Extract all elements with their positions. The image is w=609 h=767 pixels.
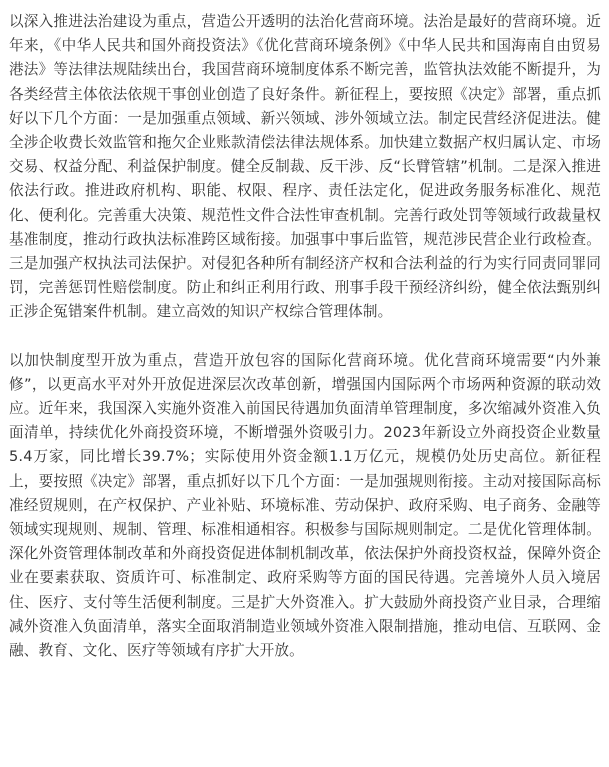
article-body [9, 10, 601, 663]
paragraph-institutional-opening: 以加快制度型开放为重点，营造开放包容的国际化营商环境。优化营商环境需要“内外兼修”，以更高水平对外开放促进深层次改革创新，增强国内国际两个市场两种资源的联动效应。近年来，我国深入实施外资准入前国民待遇加负面清单管理制度，多次缩减外资准入负面清单，持续优化外商投资环境，不断增强外资吸引力。2023年新设立外商投资企业数量5.4万家，同比增长39.7%；实际使用外资金额1.1万亿元，规模仍处历史高位。新征程上，要按照《决定》部署，重点抓好以下几个方面：一是加强规则衔接。主动对接国际高标准经贸规则，在产权保护、产业补贴、环境标准、劳动保护、政府采购、电子商务、金融等领域实现规则、规制、管理、标准相通相容。积极参与国际规则制定。二是优化管理体制。深化外资管理体制改革和外商投资促进体制机制改革，依法保护外商投资权益，保障外资企业在要素获取、资质许可、标准制定、政府采购等方面的国民待遇。完善境外人员入境居住、医疗、支付等生活便利制度。三是扩大外资准入。扩大鼓励外商投资产业目录，合理缩减外资准入负面清单，落实全面取消制造业领域外资准入限制措施，推动电信、互联网、金融、教育、文化、医疗等领域有序扩大开放。 [9, 351, 601, 660]
paragraph-rule-of-law: 以深入推进法治建设为重点，营造公开透明的法治化营商环境。法治是最好的营商环境。近年来，《中华人民共和国外商投资法》《优化营商环境条例》《中华人民共和国海南自由贸易港法》等法律法规陆续出台，我国营商环境制度体系不断完善，监管执法效能不断提升，为各类经营主体依法依规干事创业创造了良好条件。新征程上，要按照《决定》部署，重点抓好以下几个方面：一是加强重点领域、新兴领域、涉外领域立法。制定民营经济促进法。健全涉企收费长效监管和拖欠企业账款清偿法律法规体系。加快建立数据产权归属认定、市场交易、权益分配、利益保护制度。健全反制裁、反干涉、反“长臂管辖”机制。二是深入推进依法行政。推进政府机构、职能、权限、程序、责任法定化，促进政务服务标准化、规范化、便利化。完善重大决策、规范性文件合法性审查机制。完善行政处罚等领域行政裁量权基准制度，推动行政执法标准跨区域衔接。加强事中事后监管，规范涉民营企业行政检查。三是加强产权执法司法保护。对侵犯各种所有制经济产权和合法利益的行为实行同责同罪同罚，完善惩罚性赔偿制度。防止和纠正利用行政、刑事手段干预经济纠纷，健全依法甄别纠正涉企冤错案件机制。建立高效的知识产权综合管理体制。 [9, 13, 601, 321]
